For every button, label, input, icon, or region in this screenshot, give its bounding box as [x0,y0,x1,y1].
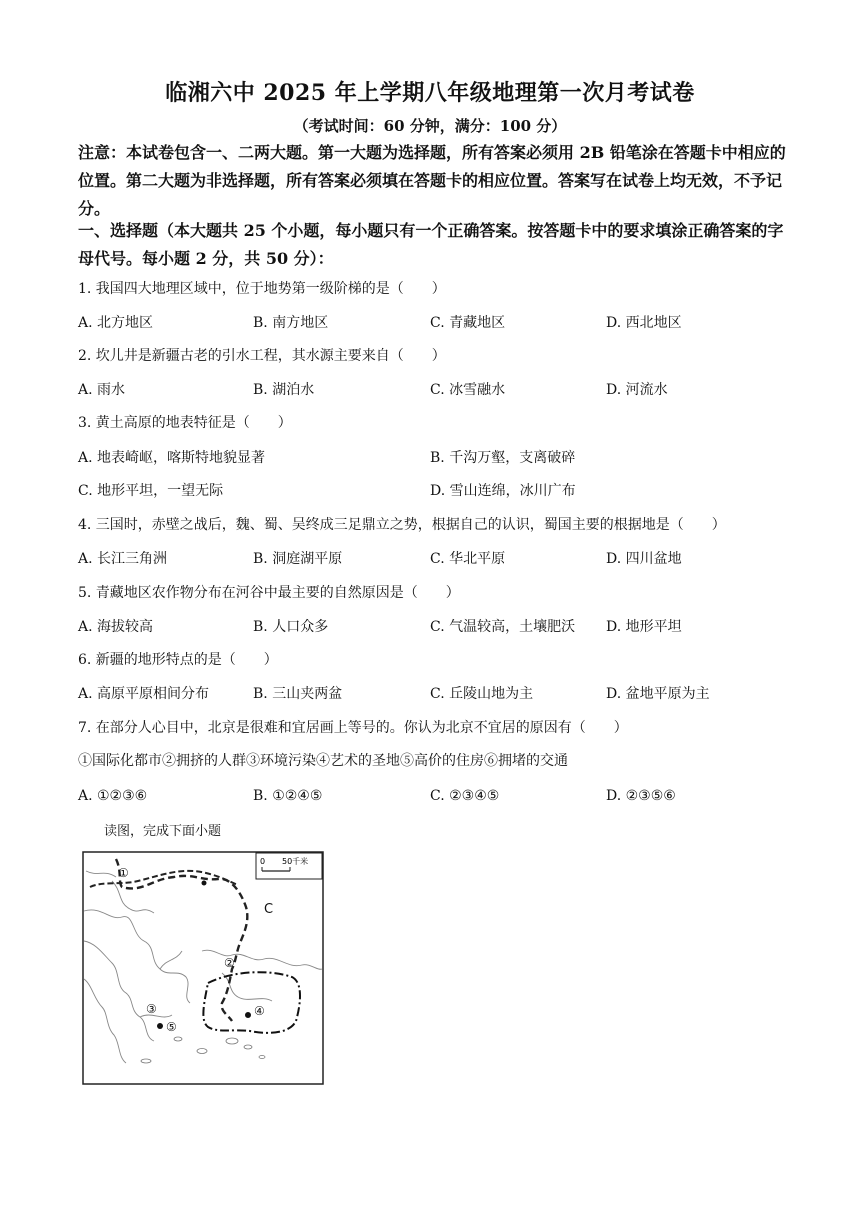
question-1-option-a[interactable]: A. 北方地区 [78,315,154,331]
question-3-stem: 3. 黄土高原的地表特征是（ ） [78,415,292,431]
question-3-option-c[interactable]: C. 地形平坦，一望无际 [78,483,224,499]
question-3-option-b[interactable]: B. 千沟万壑，支离破碎 [430,450,576,466]
question-7-stem: 7. 在部分人心目中，北京是很难和宜居画上等号的。你认为北京不宜居的原因有（ ） [78,720,628,736]
marker-5: ⑤ [166,1020,177,1034]
question-4-option-c[interactable]: C. 华北平原 [430,551,506,567]
question-3-option-d[interactable]: D. 雪山连绵，冰川广布 [430,483,576,499]
map-scale-bar [256,853,322,879]
exam-info: （考试时间：60 分钟，满分：100 分） [293,117,567,135]
map-caption: 读图，完成下面小题 [104,824,222,839]
question-7-option-b[interactable]: B. ①②④⑤ [253,788,323,804]
marker-1: ① [118,866,129,880]
question-4-option-a[interactable]: A. 长江三角洲 [78,551,168,567]
question-1-option-c[interactable]: C. 青藏地区 [430,315,506,331]
city-dot [202,881,207,886]
notice-text: 注意：本试卷包含一、二两大题。第一大题为选择题，所有答案必须用 2B 铅笔涂在答题卡中相应的位置。第二大题为非选择题，所有答案必须填在答题卡的相应位置。答案写在试卷上均无效，不予记分。 [78,143,786,218]
question-7-items: ①国际化都市②拥挤的人群③环境污染④艺术的圣地⑤高价的住房⑥拥堵的交通 [78,753,568,769]
question-1-option-d[interactable]: D. 西北地区 [606,315,682,331]
regional-map [82,851,324,1085]
question-3-option-a[interactable]: A. 地表崎岖，喀斯特地貌显著 [78,450,266,466]
question-4-stem: 4. 三国时，赤壁之战后，魏、蜀、吴终成三足鼎立之势，根据自己的认识，蜀国主要的根据地是（ ） [78,517,726,533]
question-2-option-c[interactable]: C. 冰雪融水 [430,382,506,398]
city-dot [157,1023,163,1029]
question-6-option-c[interactable]: C. 丘陵山地为主 [430,686,534,702]
question-6-option-a[interactable]: A. 高原平原相间分布 [78,686,210,702]
question-4-option-d[interactable]: D. 四川盆地 [606,551,682,567]
scale-zero: 0 [260,857,266,866]
city-dot [245,1012,251,1018]
page-title: 临湘六中 2025 年上学期八年级地理第一次月考试卷 [165,80,695,106]
question-7-option-c[interactable]: C. ②③④⑤ [430,788,500,804]
question-7-option-d[interactable]: D. ②③⑤⑥ [606,788,676,804]
question-4-option-b[interactable]: B. 洞庭湖平原 [253,551,343,567]
question-1-option-b[interactable]: B. 南方地区 [253,315,329,331]
question-5-option-d[interactable]: D. 地形平坦 [606,619,682,635]
question-2-option-a[interactable]: A. 雨水 [78,382,126,398]
scale-label: 50千米 [282,857,309,866]
question-7-option-a[interactable]: A. ①②③⑥ [78,788,148,804]
question-2-option-b[interactable]: B. 湖泊水 [253,382,315,398]
marker-4: ④ [254,1004,265,1018]
question-5-option-c[interactable]: C. 气温较高，土壤肥沃 [430,619,576,635]
marker-3: ③ [146,1002,157,1016]
question-5-option-b[interactable]: B. 人口众多 [253,619,329,635]
question-6-option-b[interactable]: B. 三山夹两盆 [253,686,343,702]
marker-2: ② [224,956,235,970]
question-5-stem: 5. 青藏地区农作物分布在河谷中最主要的自然原因是（ ） [78,585,460,601]
question-6-option-d[interactable]: D. 盆地平原为主 [606,686,710,702]
question-5-option-a[interactable]: A. 海拔较高 [78,619,154,635]
question-2-option-d[interactable]: D. 河流水 [606,382,668,398]
question-6-stem: 6. 新疆的地形特点的是（ ） [78,652,278,668]
question-1-stem: 1. 我国四大地理区域中，位于地势第一级阶梯的是（ ） [78,281,446,297]
question-2-stem: 2. 坎儿井是新疆古老的引水工程，其水源主要来自（ ） [78,348,446,364]
map-label-c: C [264,902,274,917]
section-heading: 一、选择题（本大题共 25 个小题，每小题只有一个正确答案。按答题卡中的要求填涂正确答案的字母代号。每小题 2 分，共 50 分）： [78,221,784,268]
